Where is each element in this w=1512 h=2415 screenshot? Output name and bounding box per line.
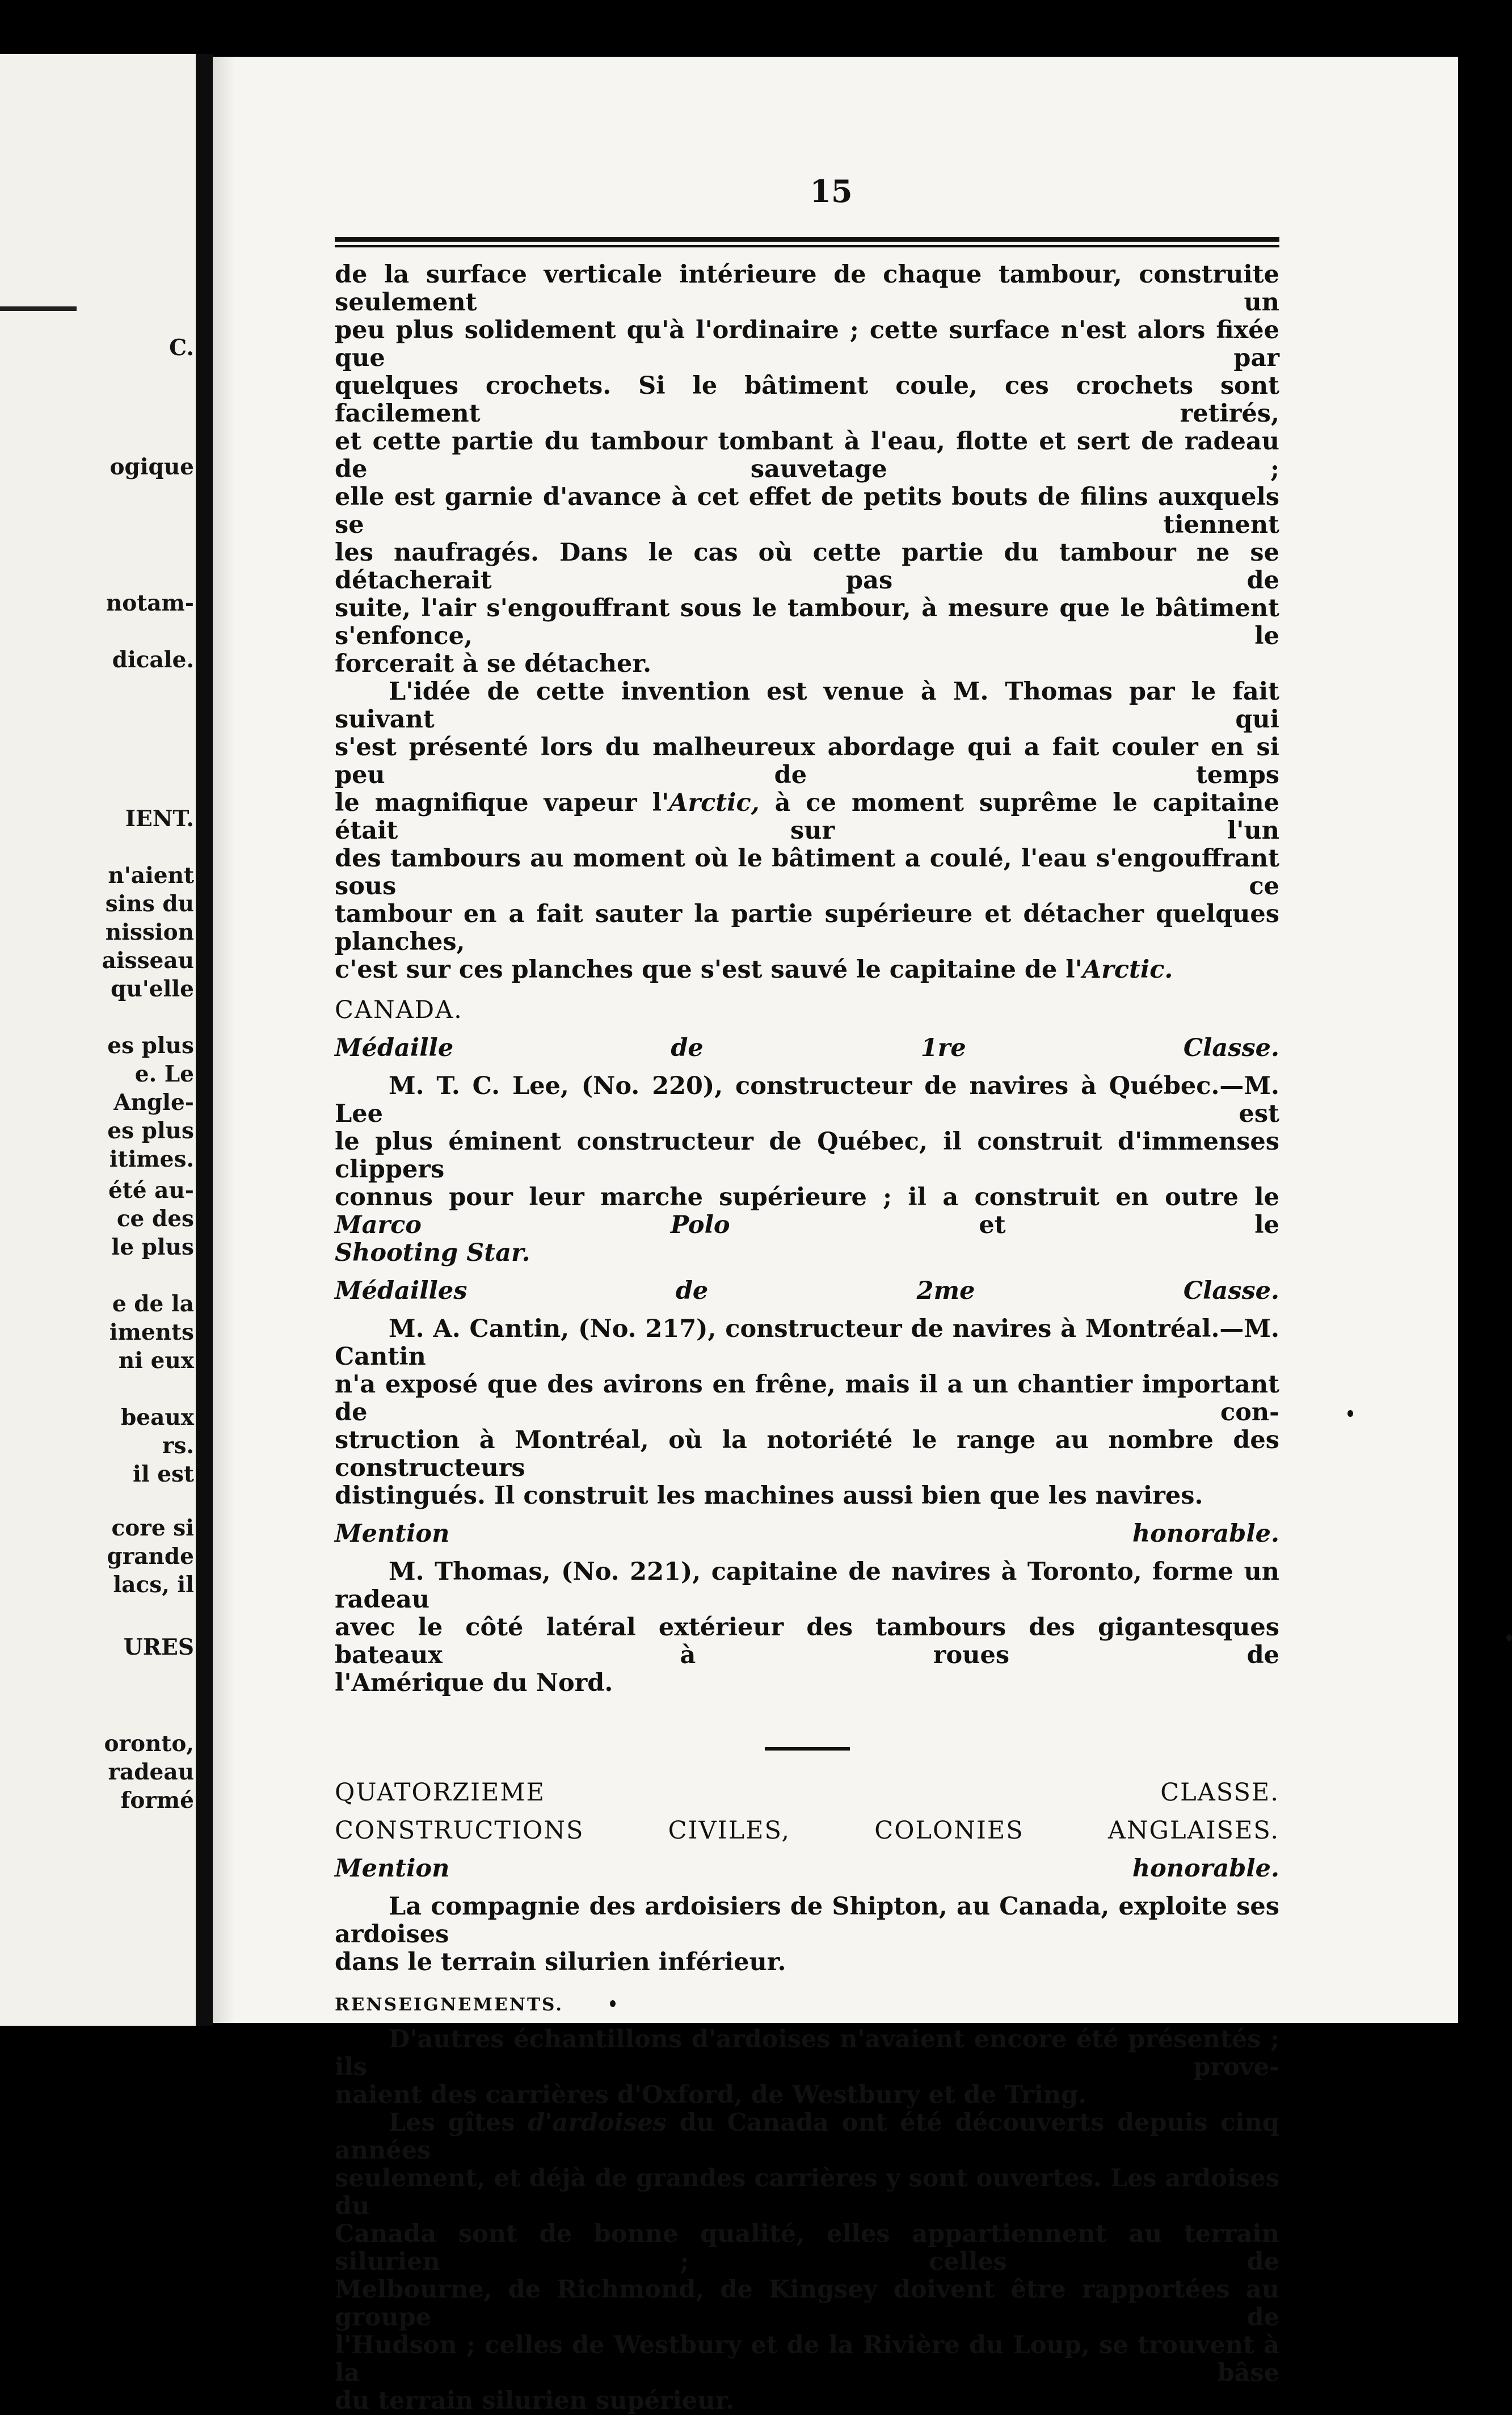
left-page-fragment: beaux bbox=[121, 1404, 194, 1431]
text-line: suite, l'air s'engouffrant sous le tambour, à mesure que le bâtiment s'enfonce, le bbox=[335, 594, 1279, 650]
left-page-fragment: ni eux bbox=[118, 1348, 194, 1374]
left-page-fragment: e de la bbox=[112, 1291, 194, 1317]
heading-renseignements: RENSEIGNEMENTS. bbox=[335, 1995, 564, 2015]
heading-quatorzieme-classe: QUATORZIEME CLASSE. bbox=[335, 1778, 1279, 1807]
text-line: du terrain silurien supérieur. bbox=[335, 2387, 735, 2415]
heading-canada: CANADA. bbox=[335, 996, 463, 1024]
left-page-fragment: core si bbox=[111, 1515, 194, 1541]
left-page-rule bbox=[0, 306, 77, 311]
text-line: le magnifique vapeur l'Arctic, à ce moment suprême le capitaine était sur l'un bbox=[335, 789, 1279, 845]
subheading-mention-1: Mention honorable. bbox=[335, 1520, 1279, 1548]
left-page-fragment: rs. bbox=[162, 1433, 194, 1459]
text-column bbox=[335, 261, 1279, 2415]
text-line: des tambours au moment où le bâtiment a coulé, l'eau s'engouffrant sous ce bbox=[335, 844, 1279, 901]
left-page-fragment: grande bbox=[107, 1543, 194, 1570]
paragraph-renseignements-1 bbox=[335, 2026, 1279, 2109]
paragraph-tambour bbox=[335, 261, 1279, 678]
left-page-fragment: e. Le bbox=[134, 1061, 194, 1087]
speck bbox=[1506, 1634, 1512, 1641]
subheading-mention-2: Mention honorable. bbox=[335, 1854, 1279, 1883]
left-page-fragment: le plus bbox=[111, 1234, 194, 1260]
left-page-fragment: n'aient bbox=[108, 862, 194, 889]
text-line: naient des carrières d'Oxford, de Westbury et de Tring. bbox=[335, 2081, 1087, 2109]
left-page-fragment: qu'elle bbox=[111, 976, 194, 1002]
paragraph-renseignements-2 bbox=[335, 2109, 1279, 2415]
book-spine bbox=[196, 54, 213, 2026]
left-page-fragment: sins du bbox=[105, 891, 194, 917]
left-page-fragment: notam- bbox=[106, 590, 194, 616]
text-line: et cette partie du tambour tombant à l'eau, flotte et sert de radeau de sauvetage ; bbox=[335, 427, 1279, 483]
paragraph-thomas bbox=[335, 1558, 1279, 1697]
left-page-fragment: dicale. bbox=[112, 647, 194, 673]
left-page-fragment: iments bbox=[109, 1319, 194, 1345]
text-line: Les gîtes d'ardoises du Canada ont été découverts depuis cinq années bbox=[335, 2109, 1279, 2165]
paragraph-shipton bbox=[335, 1893, 1279, 1976]
left-page-fragment: ce des bbox=[116, 1206, 194, 1232]
left-page-fragment: oronto, bbox=[104, 1731, 194, 1757]
main-page bbox=[213, 57, 1458, 2415]
speck bbox=[1347, 1410, 1353, 1417]
italic-title: Marco Polo bbox=[335, 1211, 730, 1239]
left-page-fragment: Angle- bbox=[113, 1089, 194, 1116]
text-line: Canada sont de bonne qualité, elles appartiennent au terrain silurien ; celles de bbox=[335, 2220, 1279, 2276]
text-line bbox=[335, 1239, 1279, 1267]
page-gutter-shadow bbox=[213, 57, 235, 2023]
paragraph-cantin bbox=[335, 1315, 1279, 1510]
italic-title: Arctic. bbox=[1082, 956, 1173, 984]
text-line: connus pour leur marche supérieure ; il a construit en outre le Marco Polo et le bbox=[335, 1183, 1280, 1239]
speck bbox=[610, 2000, 616, 2007]
text-line: s'est présenté lors du malheureux abordage qui a fait couler en si peu de temps bbox=[335, 733, 1279, 789]
left-page-fragment: aisseau bbox=[102, 948, 194, 974]
text-line: l'Amérique du Nord. bbox=[335, 1669, 613, 1697]
italic-title: d'ardoises bbox=[528, 2109, 667, 2137]
text-line: forcerait à se détacher. bbox=[335, 650, 652, 678]
left-facing-page bbox=[0, 54, 211, 2026]
left-page-fragment: itimes. bbox=[109, 1146, 194, 1172]
text-line: L'idée de cette invention est venue à M. Thomas par le fait suivant qui bbox=[335, 678, 1279, 734]
text-line: M. T. C. Lee, (No. 220), constructeur de navires à Québec.—M. Lee est bbox=[335, 1072, 1279, 1128]
text-line: c'est sur ces planches que s'est sauvé le capitaine de l'Arctic. bbox=[335, 956, 1173, 984]
text-line: n'a exposé que des avirons en frêne, mais il a un chantier important de con- bbox=[335, 1370, 1279, 1427]
header-rule bbox=[335, 237, 1279, 252]
left-page-fragment: es plus bbox=[107, 1118, 194, 1144]
text-line: avec le côté latéral extérieur des tambours des gigantesques bateaux à roues de bbox=[335, 1613, 1279, 1669]
left-page-fragment: ogique bbox=[109, 454, 194, 480]
subheading-medailles-2me: Médailles de 2me Classe. bbox=[335, 1277, 1279, 1305]
text-line: le plus éminent constructeur de Québec, il construit d'immenses clippers bbox=[335, 1127, 1279, 1184]
text-line: La compagnie des ardoisiers de Shipton, au Canada, exploite ses ardoises bbox=[335, 1892, 1279, 1949]
text-line: tambour en a fait sauter la partie supérieure et détacher quelques planches, bbox=[335, 900, 1279, 956]
text-line: M. Thomas, (No. 221), capitaine de navires à Toronto, forme un radeau bbox=[335, 1558, 1279, 1614]
subheading-medaille-1re: Médaille de 1re Classe. bbox=[335, 1034, 1279, 1062]
text-line: quelques crochets. Si le bâtiment coule, ces crochets sont facilement retirés, bbox=[335, 372, 1279, 428]
left-page-fragment: IENT. bbox=[125, 806, 194, 832]
left-page-fragment: URES bbox=[123, 1634, 194, 1660]
italic-title: Arctic, bbox=[669, 789, 760, 817]
text-line: de la surface verticale intérieure de chaque tambour, construite seulement un bbox=[335, 260, 1279, 317]
italic-title: Shooting Star. bbox=[335, 1239, 530, 1267]
left-page-fragment: nission bbox=[105, 919, 194, 945]
paragraph-idee bbox=[335, 678, 1279, 984]
text-line: dans le terrain silurien inférieur. bbox=[335, 1948, 786, 1976]
text-line: distingués. Il construit les machines aussi bien que les navires. bbox=[335, 1482, 1203, 1510]
text-line: Melbourne, de Richmond, de Kingsey doivent être rapportées au groupe de bbox=[335, 2275, 1279, 2332]
heading-constructions-civiles: CONSTRUCTIONS CIVILES, COLONIES ANGLAISES. bbox=[335, 1816, 1279, 1845]
left-page-fragment: été au- bbox=[108, 1177, 194, 1204]
left-page-fragment: C. bbox=[169, 335, 194, 361]
text-line: elle est garnie d'avance à cet effet de petits bouts de filins auxquels se tiennent bbox=[335, 483, 1279, 539]
text-line: les naufragés. Dans le cas où cette partie du tambour ne se détacherait pas de bbox=[335, 538, 1279, 595]
left-page-fragment: formé bbox=[120, 1787, 194, 1814]
page-number: 15 bbox=[810, 173, 853, 209]
left-page-fragment: radeau bbox=[108, 1759, 194, 1785]
paragraph-lee bbox=[335, 1072, 1279, 1267]
text-line: seulement, et déjà de grandes carrières y sont ouvertes. Les ardoises du bbox=[335, 2164, 1279, 2220]
text-line: D'autres échantillons d'ardoises n'avaient encore été présentés ; ils prove- bbox=[335, 2025, 1279, 2081]
text-line: M. A. Cantin, (No. 217), constructeur de navires à Montréal.—M. Cantin bbox=[335, 1315, 1279, 1371]
text-line: l'Hudson ; celles de Westbury et de la Rivière du Loup, se trouvent à la bâse bbox=[335, 2331, 1279, 2387]
left-page-fragment: es plus bbox=[107, 1033, 194, 1059]
left-page-fragment: il est bbox=[133, 1461, 194, 1487]
text-line: struction à Montréal, où la notoriété le range au nombre des constructeurs bbox=[335, 1426, 1279, 1482]
text-line: peu plus solidement qu'à l'ordinaire ; cette surface n'est alors fixée que par bbox=[335, 316, 1279, 372]
left-page-fragment: lacs, il bbox=[113, 1572, 194, 1598]
